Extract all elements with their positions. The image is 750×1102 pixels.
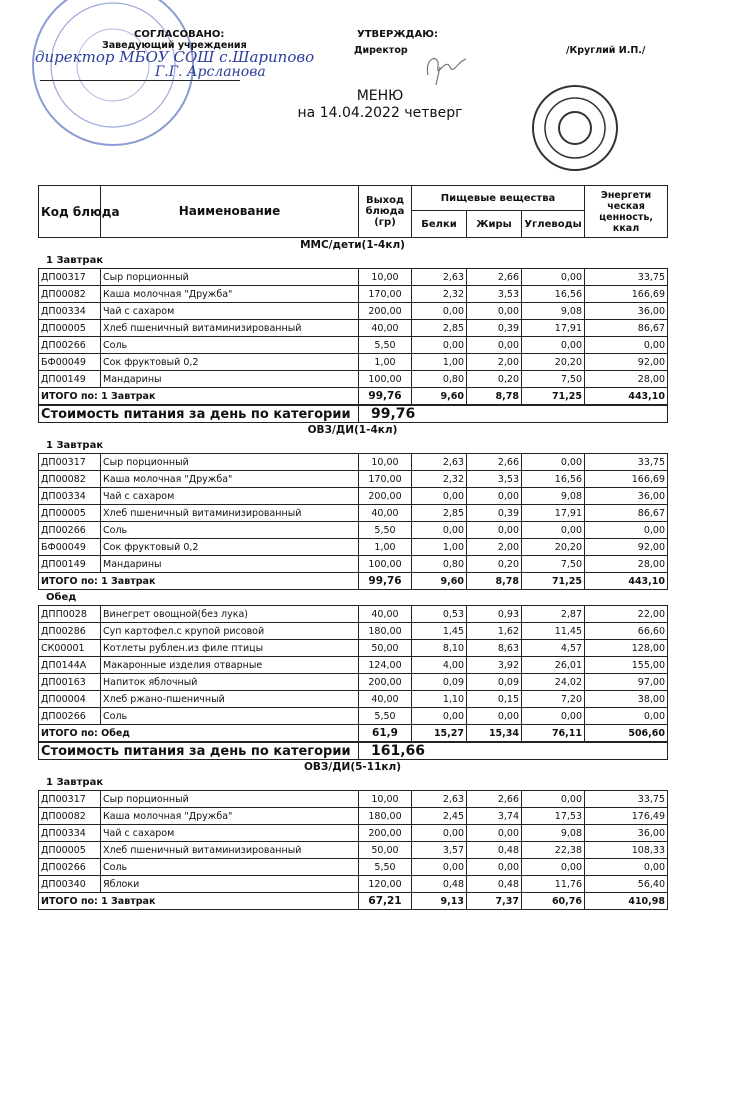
dish-code: ДП00266 <box>39 708 101 725</box>
table-row <box>39 691 668 708</box>
dish-name: Каша молочная "Дружба" <box>101 286 359 303</box>
total-row <box>39 388 668 405</box>
dish-fat: 3,53 <box>467 286 522 303</box>
dish-fat: 8,63 <box>467 640 522 657</box>
director-stamp <box>530 83 620 173</box>
dish-name: Сыр порционный <box>101 269 359 286</box>
dish-protein: 1,00 <box>412 539 467 556</box>
dish-carbs: 17,91 <box>522 320 585 337</box>
category-heading: ММС/дети(1-4кл) <box>300 239 405 251</box>
total-protein: 9,13 <box>412 893 467 910</box>
total-row <box>39 893 668 910</box>
col-name: Наименование <box>101 186 359 238</box>
dish-code: ДП00317 <box>39 791 101 808</box>
dish-fat: 0,00 <box>467 825 522 842</box>
dish-carbs: 9,08 <box>522 488 585 505</box>
dish-name: Чай с сахаром <box>101 825 359 842</box>
dish-fat: 0,15 <box>467 691 522 708</box>
dish-fat: 0,00 <box>467 522 522 539</box>
approval-right-role: Директор <box>354 45 408 56</box>
dish-code: ДП00266 <box>39 522 101 539</box>
dish-energy: 86,67 <box>585 505 668 522</box>
dish-yield: 5,50 <box>359 708 412 725</box>
table-row <box>39 640 668 657</box>
dish-carbs: 17,53 <box>522 808 585 825</box>
cost-value: 161,66 <box>359 743 668 760</box>
dish-yield: 10,00 <box>359 791 412 808</box>
dish-fat: 0,93 <box>467 606 522 623</box>
dish-energy: 56,40 <box>585 876 668 893</box>
dish-yield: 200,00 <box>359 303 412 320</box>
table-row <box>39 539 668 556</box>
dish-fat: 0,00 <box>467 708 522 725</box>
table-row <box>39 505 668 522</box>
total-yield: 67,21 <box>359 893 412 910</box>
dish-protein: 0,00 <box>412 859 467 876</box>
dish-name: Соль <box>101 522 359 539</box>
total-yield: 99,76 <box>359 388 412 405</box>
dish-name: Сок фруктовый 0,2 <box>101 539 359 556</box>
dish-protein: 0,53 <box>412 606 467 623</box>
dish-protein: 0,80 <box>412 371 467 388</box>
dish-yield: 180,00 <box>359 623 412 640</box>
dish-energy: 38,00 <box>585 691 668 708</box>
dish-protein: 0,00 <box>412 522 467 539</box>
dish-yield: 200,00 <box>359 488 412 505</box>
page-title: МЕНЮ <box>356 88 404 104</box>
table-row <box>39 623 668 640</box>
dish-yield: 40,00 <box>359 606 412 623</box>
dish-fat: 2,00 <box>467 539 522 556</box>
total-energy: 443,10 <box>585 388 668 405</box>
dish-name: Винегрет овощной(без лука) <box>101 606 359 623</box>
dish-name: Каша молочная "Дружба" <box>101 808 359 825</box>
cost-value: 99,76 <box>359 406 668 423</box>
dish-protein: 2,85 <box>412 505 467 522</box>
dish-code: БФ00049 <box>39 539 101 556</box>
dish-code: ДП00340 <box>39 876 101 893</box>
dish-carbs: 22,38 <box>522 842 585 859</box>
dish-code: ДП00082 <box>39 808 101 825</box>
dish-name: Хлеб пшеничный витаминизированный <box>101 842 359 859</box>
dish-name: Мандарины <box>101 371 359 388</box>
signature-line <box>40 80 240 81</box>
cost-row <box>39 743 668 760</box>
dish-carbs: 4,57 <box>522 640 585 657</box>
table-row <box>39 522 668 539</box>
dish-yield: 200,00 <box>359 674 412 691</box>
total-yield: 99,76 <box>359 573 412 590</box>
dish-code: ДП00334 <box>39 303 101 320</box>
approval-right-name: /Круглий И.П./ <box>566 45 646 56</box>
total-label: ИТОГО по: 1 Завтрак <box>39 573 359 590</box>
total-protein: 9,60 <box>412 388 467 405</box>
dish-energy: 108,33 <box>585 842 668 859</box>
col-code: Код блюда <box>39 186 101 238</box>
total-fat: 8,78 <box>467 388 522 405</box>
dish-carbs: 16,56 <box>522 471 585 488</box>
dish-yield: 100,00 <box>359 556 412 573</box>
dish-code: ДП00082 <box>39 471 101 488</box>
dish-yield: 1,00 <box>359 354 412 371</box>
dish-code: СК00001 <box>39 640 101 657</box>
dish-protein: 0,48 <box>412 876 467 893</box>
total-energy: 410,98 <box>585 893 668 910</box>
dish-code: ДП00149 <box>39 371 101 388</box>
dish-fat: 1,62 <box>467 623 522 640</box>
dish-protein: 3,57 <box>412 842 467 859</box>
dish-yield: 180,00 <box>359 808 412 825</box>
dish-energy: 22,00 <box>585 606 668 623</box>
table-row <box>39 454 668 471</box>
dish-protein: 0,09 <box>412 674 467 691</box>
dish-fat: 3,53 <box>467 471 522 488</box>
col-yield: Выход блюда (гр) <box>359 186 412 238</box>
dish-energy: 86,67 <box>585 320 668 337</box>
dish-energy: 128,00 <box>585 640 668 657</box>
dish-carbs: 0,00 <box>522 269 585 286</box>
dish-carbs: 24,02 <box>522 674 585 691</box>
dish-carbs: 9,08 <box>522 303 585 320</box>
dish-carbs: 7,50 <box>522 371 585 388</box>
handwritten-name: Г.Г. Арсланова <box>155 64 266 80</box>
dish-yield: 200,00 <box>359 825 412 842</box>
table-row <box>39 657 668 674</box>
dish-yield: 50,00 <box>359 842 412 859</box>
dish-code: ДП0144А <box>39 657 101 674</box>
dish-protein: 2,45 <box>412 808 467 825</box>
dish-carbs: 11,76 <box>522 876 585 893</box>
approval-right-heading: УТВЕРЖДАЮ: <box>357 29 438 40</box>
dish-protein: 0,80 <box>412 556 467 573</box>
dish-fat: 0,39 <box>467 320 522 337</box>
dish-protein: 2,32 <box>412 471 467 488</box>
dish-carbs: 11,45 <box>522 623 585 640</box>
meal-heading: 1 Завтрак <box>46 440 104 451</box>
dish-name: Хлеб пшеничный витаминизированный <box>101 320 359 337</box>
dish-protein: 0,00 <box>412 708 467 725</box>
dish-name: Мандарины <box>101 556 359 573</box>
dish-energy: 28,00 <box>585 371 668 388</box>
dish-carbs: 20,20 <box>522 539 585 556</box>
dish-yield: 10,00 <box>359 454 412 471</box>
dish-yield: 100,00 <box>359 371 412 388</box>
approval-left-heading: СОГЛАСОВАНО: <box>134 29 225 40</box>
meal-table <box>38 268 668 405</box>
dish-carbs: 7,20 <box>522 691 585 708</box>
table-row <box>39 825 668 842</box>
dish-carbs: 7,50 <box>522 556 585 573</box>
dish-name: Напиток яблочный <box>101 674 359 691</box>
table-row <box>39 269 668 286</box>
total-energy: 443,10 <box>585 573 668 590</box>
dish-energy: 36,00 <box>585 488 668 505</box>
table-row <box>39 556 668 573</box>
table-row <box>39 674 668 691</box>
dish-fat: 0,39 <box>467 505 522 522</box>
dish-energy: 97,00 <box>585 674 668 691</box>
dish-name: Суп картофел.с крупой рисовой <box>101 623 359 640</box>
dish-fat: 0,00 <box>467 303 522 320</box>
dish-code: ДП00082 <box>39 286 101 303</box>
dish-protein: 4,00 <box>412 657 467 674</box>
dish-fat: 2,66 <box>467 454 522 471</box>
dish-protein: 1,10 <box>412 691 467 708</box>
dish-yield: 170,00 <box>359 286 412 303</box>
table-row <box>39 303 668 320</box>
table-row <box>39 606 668 623</box>
dish-yield: 40,00 <box>359 505 412 522</box>
dish-energy: 33,75 <box>585 269 668 286</box>
total-protein: 9,60 <box>412 573 467 590</box>
dish-yield: 170,00 <box>359 471 412 488</box>
dish-name: Сок фруктовый 0,2 <box>101 354 359 371</box>
dish-name: Яблоки <box>101 876 359 893</box>
dish-carbs: 0,00 <box>522 454 585 471</box>
table-row <box>39 808 668 825</box>
approval-left-role: Заведующий учреждения <box>102 40 247 51</box>
dish-code: ДП00163 <box>39 674 101 691</box>
dish-carbs: 26,01 <box>522 657 585 674</box>
total-fat: 15,34 <box>467 725 522 742</box>
table-row <box>39 320 668 337</box>
meal-table <box>38 790 668 910</box>
dish-code: ДП00005 <box>39 320 101 337</box>
total-row <box>39 573 668 590</box>
col-fat: Жиры <box>467 211 522 238</box>
table-row <box>39 488 668 505</box>
dish-carbs: 0,00 <box>522 791 585 808</box>
dish-name: Чай с сахаром <box>101 488 359 505</box>
cost-row <box>39 406 668 423</box>
dish-yield: 120,00 <box>359 876 412 893</box>
dish-carbs: 0,00 <box>522 337 585 354</box>
dish-protein: 2,63 <box>412 269 467 286</box>
dish-name: Соль <box>101 337 359 354</box>
col-energy: Энергети ческая ценность, ккал <box>585 186 668 238</box>
col-carbs: Углеводы <box>522 211 585 238</box>
dish-code: ДП00266 <box>39 859 101 876</box>
table-row <box>39 337 668 354</box>
table-row <box>39 286 668 303</box>
dish-name: Котлеты рублен.из филе птицы <box>101 640 359 657</box>
dish-carbs: 2,87 <box>522 606 585 623</box>
dish-energy: 155,00 <box>585 657 668 674</box>
dish-code: ДП00286 <box>39 623 101 640</box>
dish-protein: 0,00 <box>412 825 467 842</box>
dish-carbs: 0,00 <box>522 859 585 876</box>
dish-carbs: 20,20 <box>522 354 585 371</box>
dish-fat: 3,92 <box>467 657 522 674</box>
col-nutrients: Пищевые вещества <box>412 186 585 211</box>
dish-fat: 2,66 <box>467 269 522 286</box>
dish-protein: 2,63 <box>412 454 467 471</box>
total-carbs: 76,11 <box>522 725 585 742</box>
dish-energy: 36,00 <box>585 303 668 320</box>
dish-protein: 2,32 <box>412 286 467 303</box>
dish-code: ДП00004 <box>39 691 101 708</box>
dish-fat: 0,09 <box>467 674 522 691</box>
dish-energy: 36,00 <box>585 825 668 842</box>
category-heading: ОВЗ/ДИ(1-4кл) <box>307 424 398 436</box>
dish-energy: 33,75 <box>585 454 668 471</box>
table-row <box>39 371 668 388</box>
dish-code: ДП00334 <box>39 488 101 505</box>
meal-heading: 1 Завтрак <box>46 255 104 266</box>
dish-energy: 0,00 <box>585 708 668 725</box>
dish-code: БФ00049 <box>39 354 101 371</box>
dish-protein: 2,85 <box>412 320 467 337</box>
dish-protein: 1,00 <box>412 354 467 371</box>
dish-energy: 166,69 <box>585 286 668 303</box>
dish-yield: 40,00 <box>359 691 412 708</box>
dish-name: Хлеб пшеничный витаминизированный <box>101 505 359 522</box>
dish-name: Хлеб ржано-пшеничный <box>101 691 359 708</box>
dish-energy: 176,49 <box>585 808 668 825</box>
dish-carbs: 16,56 <box>522 286 585 303</box>
dish-name: Соль <box>101 859 359 876</box>
total-carbs: 60,76 <box>522 893 585 910</box>
dish-fat: 0,20 <box>467 371 522 388</box>
total-label: ИТОГО по: 1 Завтрак <box>39 388 359 405</box>
dish-code: ДП00266 <box>39 337 101 354</box>
dish-code: ДП00005 <box>39 842 101 859</box>
meal-heading: 1 Завтрак <box>46 777 104 788</box>
dish-yield: 1,00 <box>359 539 412 556</box>
meal-heading: Обед <box>46 592 77 603</box>
category-heading: ОВЗ/ДИ(5-11кл) <box>303 761 402 773</box>
table-row <box>39 791 668 808</box>
dish-yield: 5,50 <box>359 859 412 876</box>
dish-energy: 33,75 <box>585 791 668 808</box>
table-row <box>39 708 668 725</box>
dish-name: Соль <box>101 708 359 725</box>
dish-yield: 5,50 <box>359 522 412 539</box>
dish-energy: 92,00 <box>585 354 668 371</box>
director-signature <box>420 45 470 90</box>
total-fat: 7,37 <box>467 893 522 910</box>
dish-name: Сыр порционный <box>101 454 359 471</box>
dish-name: Каша молочная "Дружба" <box>101 471 359 488</box>
dish-code: ДП00317 <box>39 454 101 471</box>
meal-table <box>38 453 668 590</box>
dish-yield: 10,00 <box>359 269 412 286</box>
dish-yield: 124,00 <box>359 657 412 674</box>
dish-code: ДПП0028 <box>39 606 101 623</box>
dish-protein: 0,00 <box>412 488 467 505</box>
table-row <box>39 842 668 859</box>
dish-yield: 5,50 <box>359 337 412 354</box>
dish-energy: 0,00 <box>585 859 668 876</box>
dish-fat: 2,00 <box>467 354 522 371</box>
cost-label: Стоимость питания за день по категории <box>39 406 359 423</box>
dish-energy: 0,00 <box>585 522 668 539</box>
dish-energy: 28,00 <box>585 556 668 573</box>
dish-carbs: 0,00 <box>522 522 585 539</box>
total-label: ИТОГО по: Обед <box>39 725 359 742</box>
cost-label: Стоимость питания за день по категории <box>39 743 359 760</box>
total-row <box>39 725 668 742</box>
total-label: ИТОГО по: 1 Завтрак <box>39 893 359 910</box>
dish-protein: 0,00 <box>412 303 467 320</box>
meal-table <box>38 605 668 742</box>
total-protein: 15,27 <box>412 725 467 742</box>
table-row <box>39 876 668 893</box>
table-row <box>39 859 668 876</box>
dish-name: Сыр порционный <box>101 791 359 808</box>
dish-carbs: 0,00 <box>522 708 585 725</box>
dish-fat: 0,00 <box>467 337 522 354</box>
cost-table <box>38 742 668 760</box>
dish-fat: 0,48 <box>467 842 522 859</box>
menu-header-table <box>38 185 668 238</box>
menu-document <box>38 185 667 910</box>
total-carbs: 71,25 <box>522 573 585 590</box>
dish-energy: 166,69 <box>585 471 668 488</box>
table-row <box>39 354 668 371</box>
dish-carbs: 17,91 <box>522 505 585 522</box>
dish-energy: 66,60 <box>585 623 668 640</box>
dish-fat: 0,48 <box>467 876 522 893</box>
dish-protein: 1,45 <box>412 623 467 640</box>
dish-name: Чай с сахаром <box>101 303 359 320</box>
total-carbs: 71,25 <box>522 388 585 405</box>
col-protein: Белки <box>412 211 467 238</box>
dish-code: ДП00334 <box>39 825 101 842</box>
total-energy: 506,60 <box>585 725 668 742</box>
dish-code: ДП00005 <box>39 505 101 522</box>
dish-fat: 0,20 <box>467 556 522 573</box>
dish-energy: 0,00 <box>585 337 668 354</box>
dish-fat: 0,00 <box>467 488 522 505</box>
dish-code: ДП00149 <box>39 556 101 573</box>
dish-protein: 0,00 <box>412 337 467 354</box>
dish-energy: 92,00 <box>585 539 668 556</box>
table-row <box>39 471 668 488</box>
dish-yield: 40,00 <box>359 320 412 337</box>
total-yield: 61,9 <box>359 725 412 742</box>
dish-name: Макаронные изделия отварные <box>101 657 359 674</box>
dish-code: ДП00317 <box>39 269 101 286</box>
dish-fat: 2,66 <box>467 791 522 808</box>
page-subtitle: на 14.04.2022 четверг <box>297 105 463 121</box>
cost-table <box>38 405 668 423</box>
dish-fat: 0,00 <box>467 859 522 876</box>
dish-fat: 3,74 <box>467 808 522 825</box>
dish-protein: 2,63 <box>412 791 467 808</box>
handwritten-position: директор МБОУ СОШ с.Шарипово <box>35 48 315 66</box>
dish-protein: 8,10 <box>412 640 467 657</box>
dish-carbs: 9,08 <box>522 825 585 842</box>
total-fat: 8,78 <box>467 573 522 590</box>
dish-yield: 50,00 <box>359 640 412 657</box>
